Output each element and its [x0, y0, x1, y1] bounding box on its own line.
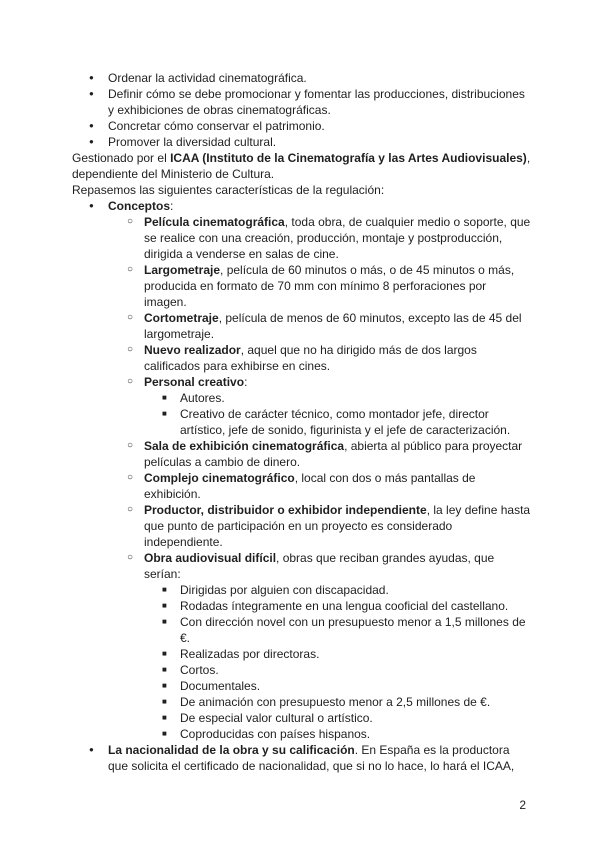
difficult-item: ■ Rodadas íntegramente en una lengua cooficial del castellano.	[72, 598, 532, 614]
page-number: 2	[519, 798, 526, 812]
concept-item: ○ Obra audiovisual difícil, obras que reciban grandes ayudas, que serían:	[72, 550, 532, 582]
page-content	[72, 70, 532, 774]
difficult-item: ■ De especial valor cultural o artístico.	[72, 710, 532, 726]
difficult-item: ■ Con dirección novel con un presupuesto menor a 1,5 millones de €.	[72, 614, 532, 646]
intro-bullet: ● Promover la diversidad cultural.	[72, 134, 532, 150]
concept-item: ○ Nuevo realizador, aquel que no ha dirigido más de dos largos calificados para exhibirse en cines.	[72, 342, 532, 374]
concept-item: ○ Complejo cinematográfico, local con dos o más pantallas de exhibición.	[72, 470, 532, 502]
difficult-item: ■ Dirigidas por alguien con discapacidad.	[72, 582, 532, 598]
difficult-item: ■ De animación con presupuesto menor a 2,5 millones de €.	[72, 694, 532, 710]
concept-item: ○ Cortometraje, película de menos de 60 minutos, excepto las de 45 del largometraje.	[72, 310, 532, 342]
review-line: Repasemos las siguientes características de la regulación:	[72, 183, 385, 197]
difficult-item: ■ Documentales.	[72, 678, 532, 694]
icaa-name: ICAA (Instituto de la Cinematografía y las Artes Audiovisuales)	[170, 151, 527, 165]
nationality-item: ● La nacionalidad de la obra y su calificación. En España es la productora que solicita el certificado de nacionalidad, que si no lo hace, lo hará el ICAA,	[72, 742, 532, 774]
difficult-item: ■ Realizadas por directoras.	[72, 646, 532, 662]
concept-item: ○ Productor, distribuidor o exhibidor independiente, la ley define hasta que punto de participación en un proyecto es considerado independiente.	[72, 502, 532, 550]
concept-item: ○ Personal creativo:	[72, 374, 532, 390]
intro-bullet: ● Definir cómo se debe promocionar y fomentar las producciones, distribuciones y exhibiciones de obras cinematográficas.	[72, 86, 532, 118]
creative-item: ■ Creativo de carácter técnico, como montador jefe, director artístico, jefe de sonido, figurinista y el jefe de caracterización.	[72, 406, 532, 438]
difficult-item: ■ Cortos.	[72, 662, 532, 678]
concept-item: ○ Largometraje, película de 60 minutos o más, o de 45 minutos o más, producida en formato de 70 mm con mínimo 8 perforaciones por imagen.	[72, 262, 532, 310]
difficult-item: ■ Coproducidas con países hispanos.	[72, 726, 532, 742]
intro-bullet: ● Concretar cómo conservar el patrimonio.	[72, 118, 532, 134]
concept-item: ○ Sala de exhibición cinematográfica, abierta al público para proyectar películas a cambio de dinero.	[72, 438, 532, 470]
concept-item: ○ Película cinematográfica, toda obra, de cualquier medio o soporte, que se realice con una creación, producción, montaje y postproducción, dirigida a venderse en salas de cine.	[72, 214, 532, 262]
creative-item: ■ Autores.	[72, 390, 532, 406]
managed-paragraph: Gestionado por el ICAA (Instituto de la Cinematografía y las Artes Audiovisuales), dependiente del Ministerio de Cultura.	[72, 151, 531, 181]
intro-bullet: ● Ordenar la actividad cinematográfica.	[72, 70, 532, 86]
conceptos-heading: ● Conceptos:	[72, 198, 532, 214]
